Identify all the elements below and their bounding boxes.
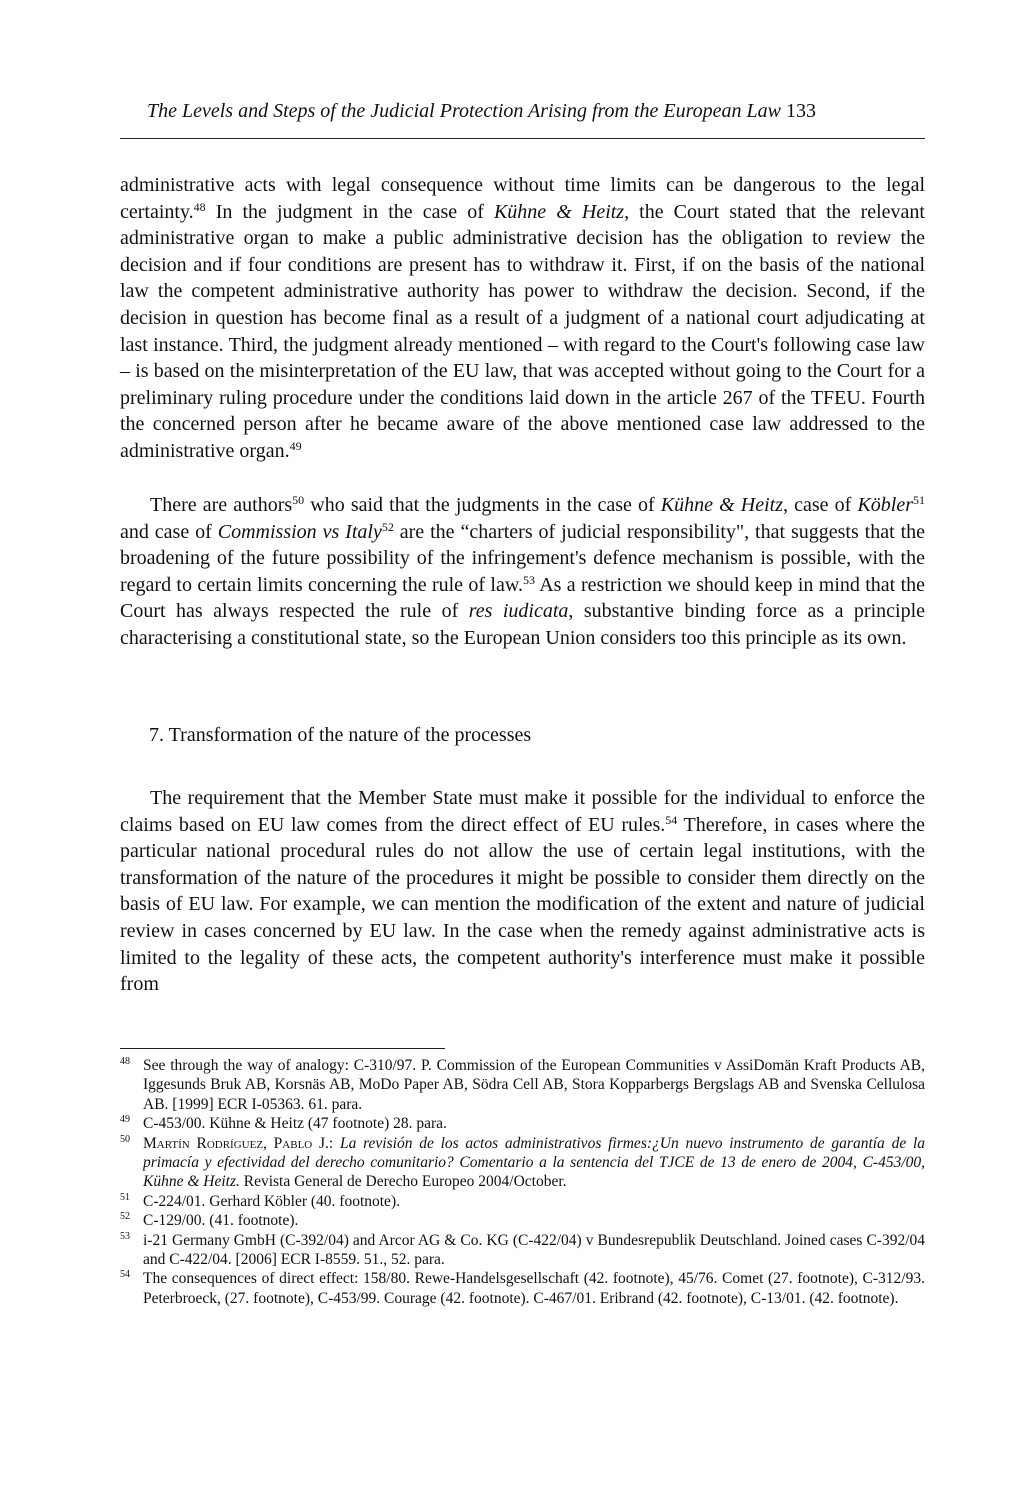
section-heading: 7. Transformation of the nature of the processes xyxy=(149,724,532,746)
footnote-text: i-21 Germany GmbH (C-392/04) and Arcor AG & Co. KG (C-422/04) v Bundesrepublik Deutschland. Joined cases C-392/04 and C-422/04. [2006] ECR I-8559. 51., 52. para. xyxy=(143,1231,925,1269)
text-run: There are authors xyxy=(150,494,293,516)
case-name: Köbler xyxy=(857,494,914,516)
footnote-text: The consequences of direct effect: 158/80. Rewe-Handelsgesellschaft (42. footnote), 45/76. Comet (27. footnote), C-312/93. Peterbroeck, (27. footnote), C-453/99. Courage (42. footnote). C-467/01. Eribrand (42. footnote), C-13/01. (42. footnote). xyxy=(143,1270,925,1307)
footnote-text: Revista General de Derecho Europeo 2004/October. xyxy=(239,1173,567,1191)
footnote-ref-50[interactable]: 50 xyxy=(292,493,305,507)
footnote-title: La revisión de los actos administrativos firmes:¿Un nuevo instrumento de garantía de la primacía y efectividad del derecho comunitario? Comentario a la sentencia del TJCE de 13 de enero de 2004, C-453/00, Kühne & Heitz. xyxy=(143,1134,926,1191)
footnote-number: 54 xyxy=(120,1269,130,1281)
footnote-ref-54[interactable]: 54 xyxy=(665,812,678,827)
footnote-number: 53 xyxy=(120,1230,130,1242)
running-title: The Levels and Steps of the Judicial Protection Arising from the European Law xyxy=(147,100,782,122)
paragraph-3 xyxy=(120,785,925,998)
footnote-number: 49 xyxy=(120,1114,130,1126)
footnote-ref-53[interactable]: 53 xyxy=(522,572,535,587)
paragraph-1 xyxy=(120,172,925,465)
case-name: Kühne & Heitz xyxy=(660,494,784,516)
text-run: , the Court stated that the relevant administrative organ to make a public administrative decision has the obligation to review the decision and if four conditions are present has to withdraw it. First, if on the basis of the national law the competent administrative authority has power to withdraw the decision. Second, if the decision in question has become final as a result of a judgment of a national court adjudicating at last instance. Third, the judgment already mentioned – with regard to the Court's following case law – is based on the misinterpretation of the EU law, that was accepted without going to the Court for a preliminary ruling procedure under the conditions laid down in the article 267 of the TFEU. Fourth the concerned person after he became aware of the above mentioned case law addressed to the administrative organ. xyxy=(120,200,925,462)
text-run: The requirement that the Member State must make it possible for the individual to enforce the claims based on EU law comes from the direct effect of EU rules. xyxy=(120,787,925,836)
footnote-50 xyxy=(120,1134,925,1192)
footnote-number: 51 xyxy=(120,1191,130,1203)
footnote-author: Martín Rodríguez, Pablo J.: xyxy=(143,1134,334,1152)
text-run: Therefore, in cases where the particular national procedural rules do not allow the use of certain legal institutions, with the transformation of the nature of the procedures it might be possible to consider them directly on the basis of EU law. For example, we can mention the modification of the extent and nature of judicial review in cases concerned by EU law. In the case when the remedy against administrative acts is limited to the legality of these acts, the competent authority's interference must make it possible from xyxy=(120,813,926,996)
text-run: who said that the judgments in the case of xyxy=(304,494,661,516)
footnote-separator xyxy=(120,1048,445,1049)
paragraph-2 xyxy=(120,492,925,652)
text-run: and case of xyxy=(120,520,218,543)
text-run: , case of xyxy=(783,494,858,516)
page-number: 133 xyxy=(786,100,817,122)
text-run: In the judgment in the case of xyxy=(205,200,494,223)
footnotes xyxy=(120,1056,925,1308)
header-rule xyxy=(120,138,925,139)
footnote-51 xyxy=(120,1192,925,1211)
text-run: are the “charters of judicial responsibility", that suggests that the broadening of the future possibility of the infringement's defence mechanism is possible, with the regard to certain limits concerning the rule of law. xyxy=(120,520,926,596)
footnote-number: 50 xyxy=(120,1133,130,1145)
footnote-text: See through the way of analogy: C-310/97. P. Commission of the European Communities v AssiDomän Kraft Products AB, Iggesunds Bruk AB, Korsnäs AB, MoDo Paper AB, Södra Cell AB, Stora Kopparbergs Bergslags AB and Svenska Cellulosa AB. [1999] ECR I-05363. 61. para. xyxy=(143,1057,925,1113)
footnote-ref-48[interactable]: 48 xyxy=(193,199,206,214)
footnote-49 xyxy=(120,1114,925,1133)
footnote-ref-52[interactable]: 52 xyxy=(381,519,394,534)
running-header xyxy=(147,99,922,123)
footnote-52 xyxy=(120,1211,925,1230)
case-name: Kühne & Heitz xyxy=(493,200,625,223)
footnote-text: C-453/00. Kühne & Heitz (47 footnote) 28. para. xyxy=(143,1115,447,1133)
footnote-number: 52 xyxy=(120,1211,130,1223)
footnote-text: C-224/01. Gerhard Köbler (40. footnote). xyxy=(143,1192,400,1210)
text-run: , substantive binding force as a principle characterising a constitutional state, so the European Union considers too this principle as its own. xyxy=(120,600,925,649)
footnote-ref-51[interactable]: 51 xyxy=(913,493,926,507)
footnote-53 xyxy=(120,1231,925,1270)
text-run: As a restriction we should keep in mind that the Court has always respected the rule of xyxy=(120,573,925,623)
footnote-48 xyxy=(120,1056,925,1114)
case-name: Commission vs Italy xyxy=(217,520,382,543)
footnote-54 xyxy=(120,1269,925,1308)
text-run: administrative acts with legal consequence without time limits can be dangerous to the legal certainty. xyxy=(120,174,925,223)
footnote-number: 48 xyxy=(120,1056,130,1067)
footnote-text: C-129/00. (41. footnote). xyxy=(143,1212,299,1230)
latin-term: res iudicata xyxy=(468,600,569,623)
footnote-ref-49[interactable]: 49 xyxy=(289,438,302,453)
